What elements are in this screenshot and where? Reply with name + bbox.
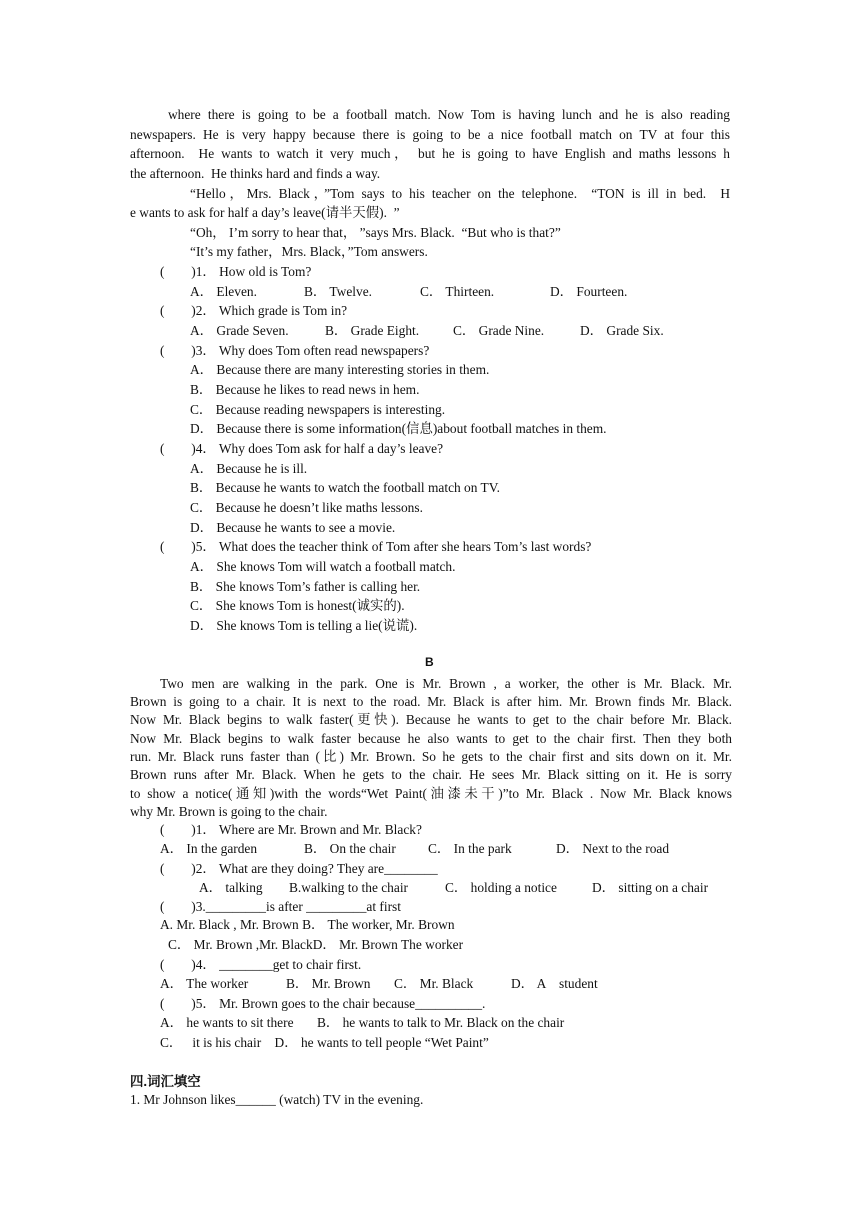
option-c: C． Thirteen.	[420, 284, 495, 299]
option-c: C． holding a notice	[445, 880, 557, 895]
question-b1: ( )1． Where are Mr. Brown and Mr. Black?	[160, 822, 422, 837]
option-line: A. Mr. Black , Mr. Brown B． The worker, Mr. Brown	[160, 917, 455, 932]
option-b: B． Mr. Brown	[286, 976, 371, 991]
option-c: C． Mr. Black	[394, 976, 474, 991]
question-b2: ( )2． What are they doing? They are________	[160, 861, 438, 876]
option-a: A． talking	[199, 880, 263, 895]
passage-a-line: where there is going to be a football match. Now Tom is having lunch and he is also reading	[168, 107, 730, 122]
passage-b-line: Now Mr. Black begins to walk faster because he also wants to get to the chair first. Then they both	[130, 731, 732, 746]
question-a1: ( )1． How old is Tom?	[160, 264, 312, 279]
dialogue-line: “It’s my father，Mrs. Black，”Tom answers.	[190, 244, 428, 259]
passage-a-line: newspapers. He is very happy because there is going to be a nice football match on TV at four this	[130, 127, 730, 142]
option-d: D． A student	[511, 976, 598, 991]
option-c: C． In the park	[428, 841, 512, 856]
option-d: D． She knows Tom is telling a lie(说谎).	[190, 618, 418, 633]
question-a5: ( )5． What does the teacher think of Tom after she hears Tom’s last words?	[160, 539, 592, 554]
option-c: C． Because reading newspapers is interesting.	[190, 402, 446, 417]
passage-b-line: why Mr. Brown is going to the chair.	[130, 804, 328, 819]
option-a: A． In the garden	[160, 841, 258, 856]
option-d: D． Because there is some information(信息)about football matches in them.	[190, 421, 607, 436]
option-c: C． She knows Tom is honest(诚实的).	[190, 598, 405, 613]
option-a: A． Because there are many interesting stories in them.	[190, 362, 490, 377]
dialogue-line: e wants to ask for half a day’s leave(请半天假). ”	[130, 205, 400, 220]
question-b4: ( )4． ________get to chair first.	[160, 957, 362, 972]
option-c: C． Grade Nine.	[453, 323, 545, 338]
passage-b-line: to show a notice(通知)with the words“Wet Paint(油漆未干)”to Mr. Black . Now Mr. Black knows	[130, 786, 732, 801]
option-d: D． sitting on a chair	[592, 880, 709, 895]
dialogue-line: “Hello，Mrs. Black，”Tom says to his teacher on the telephone. “TON is ill in bed. H	[190, 186, 730, 201]
option-b: B． Grade Eight.	[325, 323, 420, 338]
passage-b-line: Brown is going to a chair. It is next to the road. Mr. Black is after him. Mr. Brown finds Mr. Black.	[130, 694, 732, 709]
question-b3: ( )3._________is after _________at first	[160, 899, 401, 914]
option-b: B． On the chair	[304, 841, 396, 856]
option-d: D． Next to the road	[556, 841, 670, 856]
passage-b-title: B	[425, 655, 434, 669]
option-d: D． Fourteen.	[550, 284, 628, 299]
option-a: A． Eleven.	[190, 284, 257, 299]
question-a4: ( )4． Why does Tom ask for half a day’s leave?	[160, 441, 444, 456]
option-c: C． Because he doesn’t like maths lessons.	[190, 500, 423, 515]
option-b: B． Twelve.	[304, 284, 372, 299]
option-b: B． She knows Tom’s father is calling her.	[190, 579, 421, 594]
option-b: B． Because he wants to watch the football match on TV.	[190, 480, 501, 495]
option-a: A． The worker	[160, 976, 249, 991]
passage-b-line: Brown runs after Mr. Black. When he gets to the chair. He sees Mr. Black sitting on it. He is sorry	[130, 767, 732, 782]
passage-b-line: Two men are walking in the park. One is Mr. Brown , a worker, the other is Mr. Black. Mr.	[160, 676, 732, 691]
option-line: C． it is his chair D． he wants to tell people “Wet Paint”	[160, 1035, 489, 1050]
passage-a-line: the afternoon. He thinks hard and finds a way.	[130, 166, 381, 181]
option-line: A． he wants to sit there B． he wants to talk to Mr. Black on the chair	[160, 1015, 565, 1030]
option-a: A． She knows Tom will watch a football match.	[190, 559, 456, 574]
passage-a-line: afternoon. He wants to watch it very much， but he is going to have English and maths lessons h	[130, 146, 730, 161]
vocab-item: 1. Mr Johnson likes______ (watch) TV in the evening.	[130, 1092, 424, 1107]
option-line: C． Mr. Brown ,Mr. BlackD． Mr. Brown The worker	[168, 937, 464, 952]
passage-b-line: run. Mr. Black runs faster than (比) Mr. Brown. So he gets to the chair first and sits down on it. Mr.	[130, 749, 732, 764]
dialogue-line: “Oh， I’m sorry to hear that， ”says Mrs. Black. “But who is that?”	[190, 225, 561, 240]
option-a: A． Grade Seven.	[190, 323, 289, 338]
option-a: A． Because he is ill.	[190, 461, 308, 476]
question-a2: ( )2． Which grade is Tom in?	[160, 303, 348, 318]
option-d: D． Because he wants to see a movie.	[190, 520, 396, 535]
section-4-title: 四.词汇填空	[130, 1074, 201, 1089]
option-d: D． Grade Six.	[580, 323, 664, 338]
option-b: B． Because he likes to read news in hem.	[190, 382, 420, 397]
question-a3: ( )3． Why does Tom often read newspapers?	[160, 343, 430, 358]
option-b: B.walking to the chair	[289, 880, 408, 895]
question-b5: ( )5． Mr. Brown goes to the chair because__________.	[160, 996, 486, 1011]
passage-b-line: Now Mr. Black begins to walk faster(更快). Because he wants to get to the chair before Mr. Black.	[130, 712, 732, 727]
